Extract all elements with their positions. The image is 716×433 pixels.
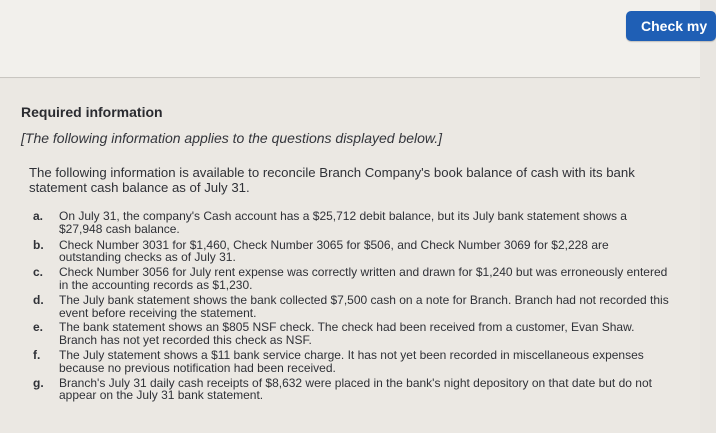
list-item — [33, 266, 673, 292]
section-title: Required information — [21, 104, 163, 120]
required-information-panel — [0, 79, 700, 433]
intro-paragraph: The following information is available to reconcile Branch Company's book balance of cash with its bank statement cash balance as of July 31. — [29, 165, 635, 195]
item-marker: e. — [33, 320, 44, 335]
information-list — [33, 210, 673, 404]
item-marker: f. — [33, 347, 41, 362]
item-text: The bank statement shows an $805 NSF check. The check had been received from a customer, Evan Shaw. Branch has not yet recorded this check as NSF. — [59, 320, 635, 348]
list-item — [33, 349, 673, 375]
list-item — [33, 321, 673, 347]
item-text: Branch's July 31 daily cash receipts of $8,632 were placed in the bank's night depository on that date but do not appear on the July 31 bank statement. — [59, 375, 652, 403]
item-text: The July statement shows a $11 bank service charge. It has not yet been recorded in miscellaneous expenses because no previous notification had been received. — [59, 347, 644, 375]
item-text: Check Number 3056 for July rent expense was correctly written and drawn for $1,240 but was erroneously entered in the accounting records as $1,230. — [59, 265, 668, 292]
item-marker: g. — [33, 375, 44, 390]
item-marker: d. — [33, 292, 44, 307]
item-text: Check Number 3031 for $1,460, Check Number 3065 for $506, and Check Number 3069 for $2,228 are outstanding checks as of July 31. — [59, 237, 609, 265]
check-my-work-button[interactable]: Check my — [626, 11, 716, 41]
item-text: The July bank statement shows the bank collected $7,500 cash on a note for Branch. Branch had not recorded this event before receiving the statement. — [59, 292, 669, 320]
list-item — [33, 377, 673, 403]
list-item — [33, 294, 673, 320]
item-marker: a. — [33, 209, 44, 223]
list-item — [33, 210, 673, 236]
top-toolbar — [0, 0, 708, 78]
list-item — [33, 239, 673, 265]
applies-note: [The following information applies to the questions displayed below.] — [21, 130, 443, 146]
item-marker: b. — [33, 237, 44, 252]
item-text: On July 31, the company's Cash account has a $25,712 debit balance, but its July bank statement shows a $27,948 cash balance. — [59, 209, 627, 236]
item-marker: c. — [33, 265, 44, 280]
